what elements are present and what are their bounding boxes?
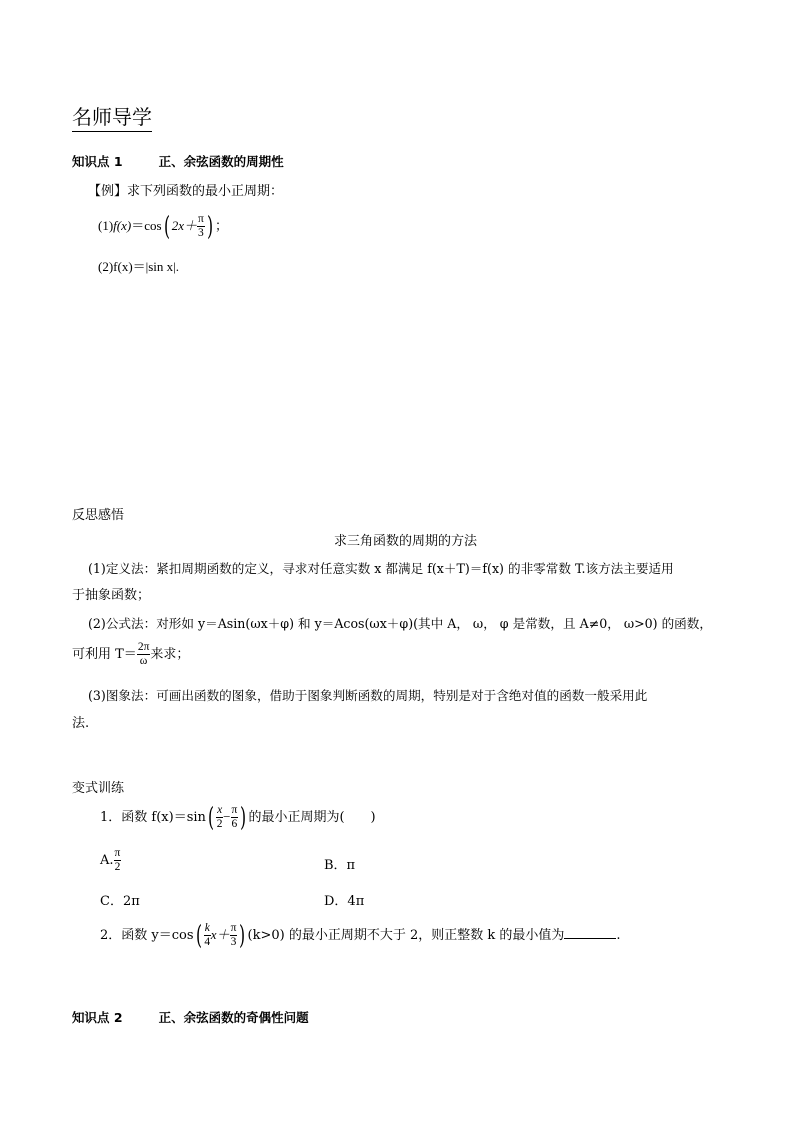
example-prompt: 【例】求下列函数的最小正周期： [88,184,284,199]
option-b: B．π [324,858,356,873]
fraction-k-over-4: $\frac{k}{4}$ [204,921,211,948]
knowledge-point-1 [72,152,284,170]
option-c: C．2π [100,894,140,909]
knowledge-point-2 [72,1008,309,1026]
exercise-heading: 变式训练 [72,781,125,796]
kp1-title: 正、余弦函数的周期性 [158,154,284,169]
example-item-1: (1)f(x)＝cos( 2x＋ $\frac{\pi}{3}$ ) ； [98,211,228,242]
fraction-pi-over-3: $\frac{\pi}{3}$ [198,212,204,239]
example-item-2: (2)f(x)＝|sin x|. [98,259,180,274]
kp1-label: 知识点 1 [72,154,123,169]
question-1: 1．函数 f(x)＝sin( $\frac{x}{2}$ − $\frac{\pi}{6}$ ) 的最小正周期为( ) [100,802,376,833]
method-formula-line1: (2)公式法：对形如 y＝Asin(ωx＋φ) 和 y＝Acos(ωx＋φ)(其中 A， ω， φ 是常数，且 A≠0， ω>0) 的函数， [88,616,712,631]
reflection-heading: 反思感悟 [72,508,125,523]
method-graph-line2: 法. [72,716,90,731]
option-a: A. $\frac{\pi}{2}$ [100,846,121,873]
method-definition-line2: 于抽象函数； [72,588,151,603]
fraction-2pi-over-omega: $\frac{2\pi}{\omega}$ [137,640,150,667]
option-d: D．4π [324,894,365,909]
method-formula-line2: 可利用 T＝ $\frac{2\pi}{\omega}$ 来求； [72,640,190,667]
kp2-title: 正、余弦函数的奇偶性问题 [158,1010,309,1025]
section-title: 名师导学 [72,104,152,132]
fraction-pi-over-6: $\frac{\pi}{6}$ [231,803,238,830]
question-2: 2．函数 y＝cos( $\frac{k}{4}$ x＋ $\frac{\pi}{3}$ ) (k>0) 的最小正周期不大于 2，则正整数 k 的最小值为 . [100,920,621,951]
method-title: 求三角函数的周期的方法 [334,534,478,549]
fraction-pi-over-3-q2: $\frac{\pi}{3}$ [230,921,237,948]
answer-blank[interactable] [564,926,616,939]
fraction-pi-over-2: $\frac{\pi}{2}$ [114,846,121,873]
kp2-label: 知识点 2 [72,1010,123,1025]
fraction-x-over-2: $\frac{x}{2}$ [216,803,223,830]
method-definition-line1: (1)定义法：紧扣周期函数的定义，寻求对任意实数 x 都满足 f(x＋T)＝f(x) 的非零常数 T.该方法主要适用 [88,561,674,576]
method-graph-line1: (3)图象法：可画出函数的图象，借助于图象判断函数的周期，特别是对于含绝对值的函数一般采用此 [88,688,648,703]
